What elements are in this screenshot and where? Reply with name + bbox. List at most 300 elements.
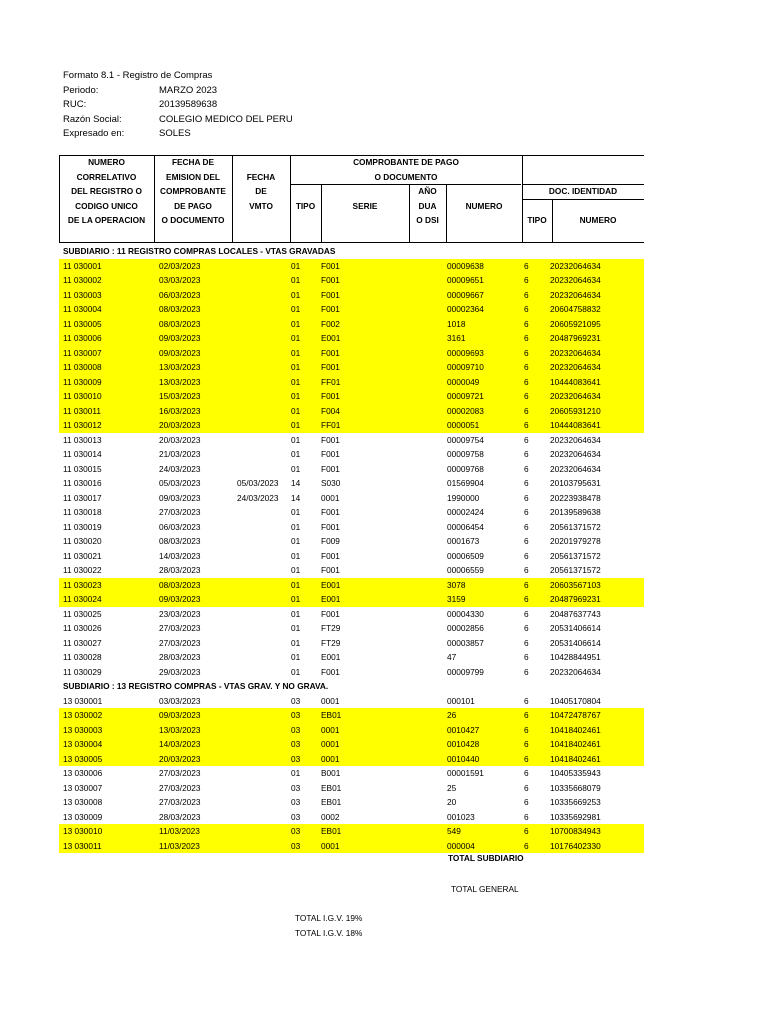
ruc-label: RUC: xyxy=(63,99,87,110)
subdiario-title: SUBDIARIO : 11 REGISTRO COMPRAS LOCALES - VTAS GRAVADAS xyxy=(63,246,336,256)
header-text: DUA xyxy=(418,200,437,211)
cell-tipo: 01 xyxy=(291,434,301,445)
cell-serie: F001 xyxy=(321,521,340,532)
cell-serie: E001 xyxy=(321,579,341,590)
table-row xyxy=(59,824,644,839)
cell-dtipo: 6 xyxy=(524,507,529,517)
cell-dnum: 10335692981 xyxy=(550,811,601,822)
header-col-sep xyxy=(522,155,523,243)
total-igv-19-label: TOTAL I.G.V. 19% xyxy=(295,913,363,923)
cell-numero: 26 xyxy=(447,710,457,720)
cell-fecha: 13/03/2023 xyxy=(159,724,201,735)
cell-dtipo: 6 xyxy=(524,550,529,561)
cell-dnum: 10176402330 xyxy=(550,840,601,851)
cell-fecha: 27/03/2023 xyxy=(159,623,201,633)
cell-serie: F001 xyxy=(321,304,340,314)
cell-dtipo: 6 xyxy=(524,637,529,648)
cell-fecha: 28/03/2023 xyxy=(159,811,201,822)
header-text: COMPROBANTE xyxy=(160,186,226,196)
cell-id: 11 030019 xyxy=(63,521,102,532)
cell-numero: 00004330 xyxy=(447,608,484,619)
cell-numero: 00006559 xyxy=(447,565,484,575)
total-general-label: TOTAL GENERAL xyxy=(451,884,519,894)
cell-dnum: 20232064634 xyxy=(550,260,601,271)
table-row xyxy=(59,317,644,332)
cell-id: 11 030022 xyxy=(63,565,102,575)
cell-tipo: 03 xyxy=(291,724,301,735)
cell-fecha: 09/03/2023 xyxy=(159,710,201,720)
header-serie: SERIE xyxy=(352,201,378,211)
cell-id: 11 030015 xyxy=(63,463,102,474)
header-border-bottom xyxy=(59,242,644,243)
cell-dnum: 20605931210 xyxy=(550,405,601,416)
cell-fecha: 08/03/2023 xyxy=(159,304,201,314)
cell-dnum: 20232064634 xyxy=(550,347,601,358)
cell-fecha: 14/03/2023 xyxy=(159,550,201,561)
cell-numero: 0001673 xyxy=(447,536,480,546)
cell-id: 11 030021 xyxy=(63,550,102,561)
cell-serie: 0001 xyxy=(321,739,340,749)
cell-dnum: 10700834943 xyxy=(550,826,601,836)
cell-dnum: 20232064634 xyxy=(550,362,601,372)
cell-tipo: 01 xyxy=(291,637,301,648)
cell-id: 13 030003 xyxy=(63,724,103,735)
cell-dnum: 20232064634 xyxy=(550,275,601,285)
cell-numero: 00009721 xyxy=(447,391,484,401)
ruc-value: 20139589638 xyxy=(159,99,218,110)
cell-dtipo: 6 xyxy=(524,623,529,633)
cell-serie: 0001 xyxy=(321,492,340,503)
cell-tipo: 03 xyxy=(291,811,301,822)
table-row xyxy=(59,346,644,361)
cell-fecha: 20/03/2023 xyxy=(159,753,201,764)
cell-tipo: 01 xyxy=(291,565,301,575)
cell-fecha: 08/03/2023 xyxy=(159,318,201,329)
cell-serie: F001 xyxy=(321,391,340,401)
cell-fecha: 02/03/2023 xyxy=(159,260,201,271)
table-row xyxy=(59,694,644,709)
cell-dnum: 20561371572 xyxy=(550,521,601,532)
cell-dnum: 20561371572 xyxy=(550,550,601,561)
cell-dtipo: 6 xyxy=(524,376,529,387)
cell-fecha: 27/03/2023 xyxy=(159,507,201,517)
cell-serie: S030 xyxy=(321,478,341,488)
cell-tipo: 01 xyxy=(291,579,301,590)
cell-serie: F001 xyxy=(321,608,340,619)
cell-dnum: 20232064634 xyxy=(550,391,601,401)
cell-serie: 0001 xyxy=(321,753,340,764)
cell-serie: EB01 xyxy=(321,710,342,720)
cell-numero: 0010427 xyxy=(447,724,480,735)
cell-tipo: 01 xyxy=(291,536,301,546)
cell-tipo: 03 xyxy=(291,782,301,793)
cell-numero: 001023 xyxy=(447,811,475,822)
cell-fecha: 15/03/2023 xyxy=(159,391,201,401)
cell-id: 13 030006 xyxy=(63,768,103,778)
cell-numero: 1018 xyxy=(447,318,466,329)
table-row xyxy=(59,650,644,665)
cell-id: 11 030020 xyxy=(63,536,102,546)
doc-identidad-divider xyxy=(522,199,644,200)
cell-numero: 00009651 xyxy=(447,275,484,285)
header-text: DE LA OPERACION xyxy=(67,215,146,225)
cell-fecha: 09/03/2023 xyxy=(159,333,201,343)
cell-dnum: 20139589638 xyxy=(550,507,601,517)
header-text: COMPROBANTE DE PAGO xyxy=(353,157,459,167)
cell-dnum: 20232064634 xyxy=(550,449,601,459)
cell-dtipo: 6 xyxy=(524,260,529,271)
cell-numero: 3078 xyxy=(447,579,466,590)
cell-tipo: 01 xyxy=(291,666,301,677)
cell-id: 11 030024 xyxy=(63,594,102,604)
cell-dnum: 20223938478 xyxy=(550,492,601,503)
header-text: O DSI xyxy=(416,215,439,225)
header-doc-tipo: TIPO xyxy=(527,215,547,225)
cell-dnum: 10335669253 xyxy=(550,797,601,807)
cell-id: 13 030001 xyxy=(63,695,103,706)
table-row xyxy=(59,781,644,796)
cell-dnum: 10405335943 xyxy=(550,768,601,778)
cell-tipo: 14 xyxy=(291,478,301,488)
cell-tipo: 03 xyxy=(291,695,301,706)
cell-dtipo: 6 xyxy=(524,666,529,677)
cell-tipo: 01 xyxy=(291,521,301,532)
cell-dnum: 20232064634 xyxy=(550,289,601,300)
cell-dnum: 20531406614 xyxy=(550,637,601,648)
cell-tipo: 01 xyxy=(291,420,301,430)
cell-serie: F002 xyxy=(321,318,340,329)
table-row xyxy=(59,404,644,419)
header-text: CODIGO UNICO xyxy=(75,200,138,211)
cell-fecha: 28/03/2023 xyxy=(159,565,201,575)
cell-dtipo: 6 xyxy=(524,753,529,764)
cell-vmto: 24/03/2023 xyxy=(237,492,279,503)
cell-serie: E001 xyxy=(321,652,341,662)
table-row xyxy=(59,665,644,680)
cell-fecha: 09/03/2023 xyxy=(159,594,201,604)
cell-tipo: 14 xyxy=(291,492,301,503)
cell-serie: F001 xyxy=(321,275,340,285)
cell-dtipo: 6 xyxy=(524,782,529,793)
cell-tipo: 01 xyxy=(291,318,301,329)
cell-numero: 00009754 xyxy=(447,434,484,445)
header-numero: NUMERO xyxy=(465,201,503,211)
cell-fecha: 03/03/2023 xyxy=(159,695,201,706)
cell-fecha: 21/03/2023 xyxy=(159,449,201,459)
cell-dtipo: 6 xyxy=(524,318,529,329)
table-row xyxy=(59,259,644,274)
table-row xyxy=(59,491,644,506)
cell-numero: 00009693 xyxy=(447,347,484,358)
comprobante-divider xyxy=(290,184,521,185)
cell-numero: 00009768 xyxy=(447,463,484,474)
cell-tipo: 01 xyxy=(291,289,301,300)
cell-numero: 0010440 xyxy=(447,753,480,764)
subdiario-title: SUBDIARIO : 13 REGISTRO COMPRAS - VTAS GRAV. Y NO GRAVA. xyxy=(63,681,329,691)
cell-dtipo: 6 xyxy=(524,608,529,619)
cell-numero: 549 xyxy=(447,826,461,836)
cell-numero: 00003857 xyxy=(447,637,484,648)
cell-dtipo: 6 xyxy=(524,739,529,749)
report-meta xyxy=(63,69,363,144)
cell-dnum: 20232064634 xyxy=(550,463,601,474)
cell-id: 11 030027 xyxy=(63,637,102,648)
cell-serie: F001 xyxy=(321,347,340,358)
cell-serie: F001 xyxy=(321,550,340,561)
cell-dnum: 20531406614 xyxy=(550,623,601,633)
header-text: O DOCUMENTO xyxy=(374,171,438,182)
table-row xyxy=(59,810,644,825)
cell-id: 13 030009 xyxy=(63,811,103,822)
cell-tipo: 01 xyxy=(291,260,301,271)
cell-tipo: 03 xyxy=(291,826,301,836)
cell-fecha: 20/03/2023 xyxy=(159,420,201,430)
periodo-label: Periodo: xyxy=(63,84,99,96)
cell-dtipo: 6 xyxy=(524,594,529,604)
cell-tipo: 01 xyxy=(291,463,301,474)
cell-id: 11 030029 xyxy=(63,666,102,677)
cell-tipo: 01 xyxy=(291,608,301,619)
expresado-value: SOLES xyxy=(159,128,191,139)
header-tipo: TIPO xyxy=(295,201,316,211)
cell-dnum: 20232064634 xyxy=(550,666,601,677)
cell-dnum: 10444083641 xyxy=(550,420,601,430)
cell-serie: EB01 xyxy=(321,826,342,836)
cell-dtipo: 6 xyxy=(524,536,529,546)
cell-tipo: 01 xyxy=(291,275,301,285)
cell-numero: 00002424 xyxy=(447,507,484,517)
cell-dtipo: 6 xyxy=(524,826,529,836)
header-fecha-vmto xyxy=(232,170,290,214)
cell-serie: F001 xyxy=(321,362,340,372)
cell-numero: 00002083 xyxy=(447,405,484,416)
cell-fecha: 03/03/2023 xyxy=(159,275,201,285)
cell-tipo: 01 xyxy=(291,304,301,314)
cell-dtipo: 6 xyxy=(524,492,529,503)
table-row xyxy=(59,795,644,810)
cell-dtipo: 6 xyxy=(524,840,529,851)
cell-serie: E001 xyxy=(321,333,341,343)
cell-numero: 00001591 xyxy=(447,768,484,778)
cell-dtipo: 6 xyxy=(524,811,529,822)
cell-dnum: 10418402461 xyxy=(550,739,601,749)
cell-dnum: 20604758832 xyxy=(550,304,601,314)
expresado-label: Expresado en: xyxy=(63,128,125,139)
header-col-sep xyxy=(446,184,447,243)
table-row xyxy=(59,737,644,752)
table-row xyxy=(59,375,644,390)
cell-id: 11 030005 xyxy=(63,318,102,329)
table-row xyxy=(59,563,644,578)
cell-dtipo: 6 xyxy=(524,579,529,590)
cell-tipo: 01 xyxy=(291,623,301,633)
cell-id: 13 030004 xyxy=(63,739,103,749)
cell-tipo: 01 xyxy=(291,550,301,561)
cell-serie: F001 xyxy=(321,434,340,445)
cell-serie: F001 xyxy=(321,449,340,459)
table-row xyxy=(59,549,644,564)
cell-fecha: 08/03/2023 xyxy=(159,579,201,590)
cell-fecha: 13/03/2023 xyxy=(159,362,201,372)
cell-fecha: 20/03/2023 xyxy=(159,434,201,445)
header-col-sep xyxy=(321,184,322,243)
table-row xyxy=(59,752,644,767)
table-row xyxy=(59,578,644,593)
cell-fecha: 08/03/2023 xyxy=(159,536,201,546)
table-row xyxy=(59,476,644,491)
cell-id: 11 030001 xyxy=(63,260,102,271)
cell-fecha: 27/03/2023 xyxy=(159,782,201,793)
cell-id: 13 030002 xyxy=(63,710,103,720)
cell-id: 11 030004 xyxy=(63,304,102,314)
cell-id: 13 030008 xyxy=(63,797,103,807)
table-row xyxy=(59,839,644,854)
cell-fecha: 23/03/2023 xyxy=(159,608,201,619)
cell-id: 11 030028 xyxy=(63,652,102,662)
header-text: FECHA xyxy=(246,171,276,182)
cell-id: 11 030007 xyxy=(63,347,102,358)
cell-tipo: 01 xyxy=(291,362,301,372)
cell-serie: 0001 xyxy=(321,695,340,706)
cell-numero: 1990000 xyxy=(447,492,480,503)
cell-dtipo: 6 xyxy=(524,463,529,474)
razon-social-value: COLEGIO MEDICO DEL PERU xyxy=(159,113,293,125)
cell-dtipo: 6 xyxy=(524,652,529,662)
razon-social-label: Razón Social: xyxy=(63,113,122,125)
cell-dtipo: 6 xyxy=(524,434,529,445)
table-row xyxy=(59,723,644,738)
header-text: DEL REGISTRO O xyxy=(71,186,142,196)
cell-dtipo: 6 xyxy=(524,304,529,314)
cell-id: 11 030012 xyxy=(63,420,102,430)
header-text: CORRELATIVO xyxy=(76,171,137,182)
cell-dnum: 20561371572 xyxy=(550,565,601,575)
cell-id: 11 030025 xyxy=(63,608,102,619)
cell-dnum: 20487969231 xyxy=(550,594,601,604)
cell-numero: 0010428 xyxy=(447,739,480,749)
cell-serie: E001 xyxy=(321,594,341,604)
cell-numero: 00006509 xyxy=(447,550,484,561)
cell-dtipo: 6 xyxy=(524,391,529,401)
header-text: DE xyxy=(255,186,267,196)
cell-serie: FT29 xyxy=(321,637,341,648)
cell-dnum: 10335668079 xyxy=(550,782,601,793)
cell-id: 11 030017 xyxy=(63,492,102,503)
cell-dtipo: 6 xyxy=(524,724,529,735)
cell-numero: 00002856 xyxy=(447,623,484,633)
cell-dnum: 10472478767 xyxy=(550,710,601,720)
cell-tipo: 03 xyxy=(291,840,301,851)
table-row xyxy=(59,288,644,303)
cell-serie: F001 xyxy=(321,289,340,300)
cell-dnum: 10418402461 xyxy=(550,724,601,735)
cell-id: 11 030003 xyxy=(63,289,102,300)
cell-id: 11 030011 xyxy=(63,405,101,416)
table-row xyxy=(59,360,644,375)
cell-dnum: 20603567103 xyxy=(550,579,601,590)
header-anio-dua xyxy=(409,184,446,228)
cell-vmto: 05/03/2023 xyxy=(237,478,279,488)
cell-dtipo: 6 xyxy=(524,275,529,285)
cell-id: 11 030013 xyxy=(63,434,102,445)
header-text: EMISION DEL xyxy=(166,171,220,182)
cell-fecha: 27/03/2023 xyxy=(159,637,201,648)
cell-tipo: 01 xyxy=(291,507,301,517)
cell-serie: 0001 xyxy=(321,840,340,851)
cell-id: 11 030026 xyxy=(63,623,102,633)
cell-tipo: 01 xyxy=(291,449,301,459)
header-text: NUMERO xyxy=(88,157,125,167)
cell-numero: 20 xyxy=(447,797,457,807)
header-comprobante xyxy=(290,155,522,184)
cell-dnum: 20201979278 xyxy=(550,536,601,546)
cell-dnum: 20487637743 xyxy=(550,608,601,619)
table-row xyxy=(59,389,644,404)
cell-numero: 00009638 xyxy=(447,260,484,271)
table-row xyxy=(59,462,644,477)
cell-id: 11 030016 xyxy=(63,478,102,488)
cell-numero: 000101 xyxy=(447,695,475,706)
table-row xyxy=(59,302,644,317)
table-row xyxy=(59,621,644,636)
cell-dnum: 10405170804 xyxy=(550,695,601,706)
table-row xyxy=(59,607,644,622)
cell-id: 11 030018 xyxy=(63,507,102,517)
header-doc-numero: NUMERO xyxy=(579,215,617,225)
cell-serie: F001 xyxy=(321,565,340,575)
cell-serie: F001 xyxy=(321,507,340,517)
table-row xyxy=(59,636,644,651)
cell-dtipo: 6 xyxy=(524,347,529,358)
cell-numero: 0000051 xyxy=(447,420,480,430)
cell-serie: EB01 xyxy=(321,797,342,807)
cell-numero: 00009710 xyxy=(447,362,484,372)
cell-dtipo: 6 xyxy=(524,710,529,720)
cell-fecha: 06/03/2023 xyxy=(159,521,201,532)
cell-tipo: 03 xyxy=(291,710,301,720)
cell-fecha: 13/03/2023 xyxy=(159,376,201,387)
cell-dnum: 20487969231 xyxy=(550,333,601,343)
table-row xyxy=(59,766,644,781)
cell-id: 13 030010 xyxy=(63,826,103,836)
cell-serie: EB01 xyxy=(321,782,342,793)
cell-serie: FT29 xyxy=(321,623,341,633)
cell-dtipo: 6 xyxy=(524,797,529,807)
header-text: AÑO xyxy=(418,186,437,196)
cell-dtipo: 6 xyxy=(524,768,529,778)
cell-tipo: 01 xyxy=(291,594,301,604)
cell-id: 11 030010 xyxy=(63,391,102,401)
cell-numero: 00009667 xyxy=(447,289,484,300)
cell-fecha: 29/03/2023 xyxy=(159,666,201,677)
cell-tipo: 03 xyxy=(291,739,301,749)
cell-id: 13 030007 xyxy=(63,782,103,793)
table-row xyxy=(59,331,644,346)
cell-tipo: 01 xyxy=(291,768,301,778)
format-title: Formato 8.1 - Registro de Compras xyxy=(63,70,213,81)
cell-dnum: 20232064634 xyxy=(550,434,601,445)
table-row xyxy=(59,708,644,723)
cell-numero: 01569904 xyxy=(447,478,484,488)
cell-id: 11 030014 xyxy=(63,449,102,459)
cell-id: 11 030009 xyxy=(63,376,102,387)
cell-numero: 47 xyxy=(447,652,457,662)
header-text: FECHA DE xyxy=(171,157,215,167)
table-row xyxy=(59,273,644,288)
cell-serie: FF01 xyxy=(321,376,341,387)
cell-tipo: 01 xyxy=(291,652,301,662)
cell-dnum: 20605921095 xyxy=(550,318,601,329)
